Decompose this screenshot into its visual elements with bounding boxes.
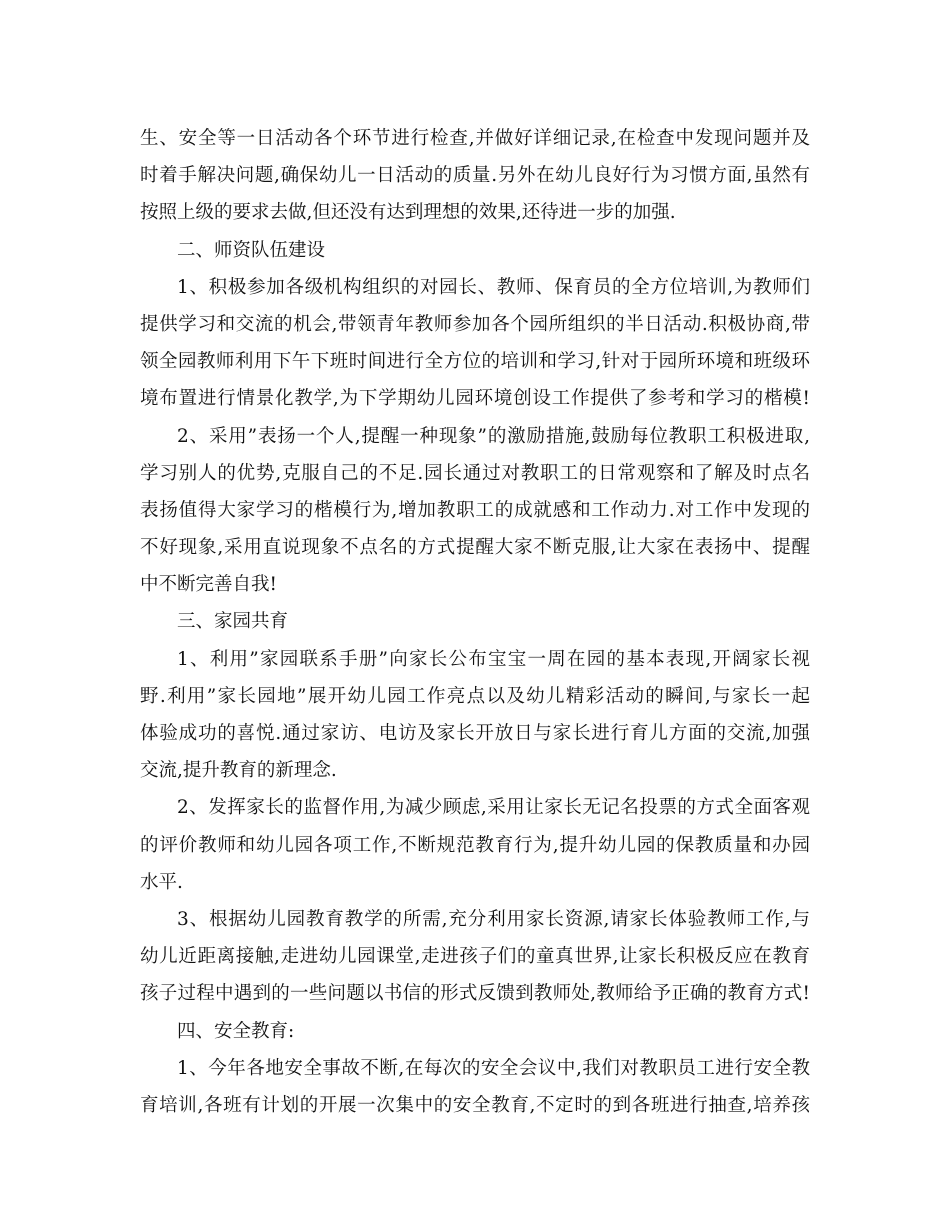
document-page: [140, 120, 810, 1124]
text-line: 育培训,各班有计划的开展一次集中的安全教育,不定时的到各班进行抽查,培养孩: [140, 1094, 810, 1116]
text-line: 领全园教师利用下午下班时间进行全方位的培训和学习,针对于园所环境和班级环: [140, 351, 810, 373]
text-line: 三、家园共育: [177, 611, 289, 633]
text-line: 时着手解决问题,确保幼儿一日活动的质量.另外在幼儿良好行为习惯方面,虽然有: [140, 165, 810, 187]
text-line: 交流,提升教育的新理念.: [140, 760, 337, 782]
text-line: 野.利用”家长园地”展开幼儿园工作亮点以及幼儿精彩活动的瞬间,与家长一起: [140, 685, 810, 707]
text-line: 的评价教师和幼儿园各项工作,不断规范教育行为,提升幼儿园的保教质量和办园: [140, 834, 810, 856]
text-line: 学习别人的优势,克服自己的不足.园长通过对教职工的日常观察和了解及时点名: [140, 462, 810, 484]
text-line: 生、安全等一日活动各个环节进行检查,并做好详细记录,在检查中发现问题并及: [140, 128, 810, 149]
text-line: 表扬值得大家学习的楷模行为,增加教职工的成就感和工作动力.对工作中发现的: [140, 499, 810, 521]
text-line: 1、利用”家园联系手册”向家长公布宝宝一周在园的基本表现,开阔家长视: [177, 648, 810, 670]
text-line: 孩子过程中遇到的一些问题以书信的形式反馈到教师处,教师给予正确的教育方式!: [140, 983, 810, 1005]
text-line: 水平.: [140, 871, 183, 893]
text-line: 四、安全教育:: [177, 1020, 295, 1042]
text-line: 1、今年各地安全事故不断,在每次的安全会议中,我们对教职员工进行安全教: [177, 1057, 810, 1079]
text-line: 1、积极参加各级机构组织的对园长、教师、保育员的全方位培训,为教师们: [177, 276, 810, 298]
text-line: 幼儿近距离接触,走进幼儿园课堂,走进孩子们的童真世界,让家长积极反应在教育: [140, 946, 810, 968]
text-line: 体验成功的喜悦.通过家访、电访及家长开放日与家长进行育儿方面的交流,加强: [140, 723, 810, 744]
text-line: 不好现象,采用直说现象不点名的方式提醒大家不断克服,让大家在表扬中、提醒: [140, 537, 810, 559]
text-line: 按照上级的要求去做,但还没有达到理想的效果,还待进一步的加强.: [140, 202, 676, 224]
text-line: 2、发挥家长的监督作用,为减少顾虑,采用让家长无记名投票的方式全面客观: [177, 797, 810, 819]
text-line: 二、师资队伍建设: [177, 239, 326, 261]
text-line: 中不断完善自我!: [140, 574, 277, 596]
text-line: 3、根据幼儿园教育教学的所需,充分利用家长资源,请家长体验教师工作,与: [177, 908, 810, 930]
text-line: 提供学习和交流的机会,带领青年教师参加各个园所组织的半日活动.积极协商,带: [140, 313, 810, 335]
text-line: 2、采用”表扬一个人,提醒一种现象”的激励措施,鼓励每位教职工积极进取,: [177, 425, 810, 447]
text-line: 境布置进行情景化教学,为下学期幼儿园环境创设工作提供了参考和学习的楷模!: [140, 388, 810, 410]
